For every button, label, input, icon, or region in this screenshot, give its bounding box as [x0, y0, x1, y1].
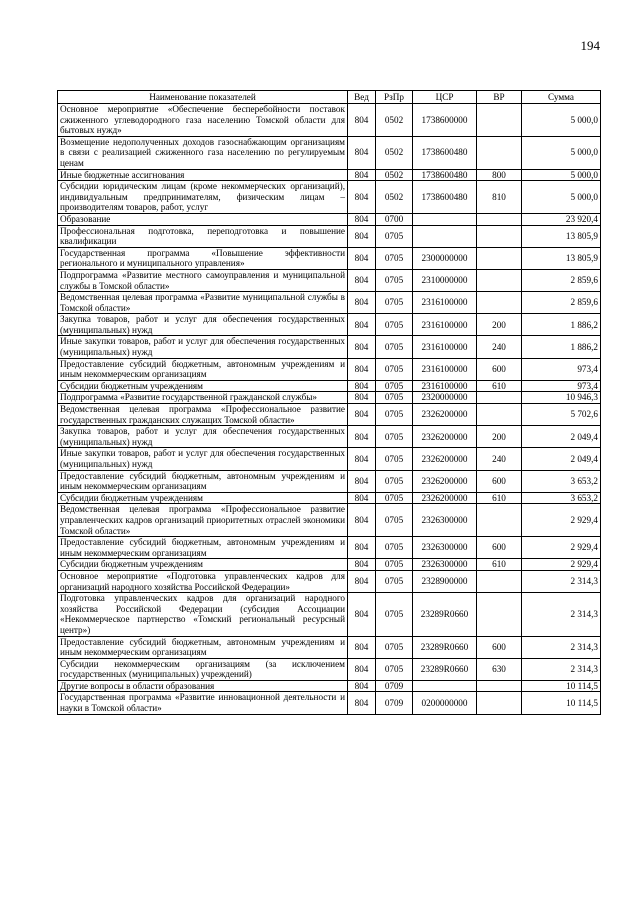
cell-vr	[477, 593, 522, 636]
cell-csr: 1738600480	[413, 169, 477, 181]
cell-vr	[477, 136, 522, 169]
cell-rzpr: 0705	[376, 570, 413, 592]
cell-rzpr: 0705	[376, 492, 413, 504]
cell-ved: 804	[348, 504, 376, 537]
cell-csr: 23289R0660	[413, 658, 477, 680]
cell-rzpr: 0705	[376, 380, 413, 392]
table-row	[58, 292, 601, 314]
cell-vr: 240	[477, 448, 522, 470]
cell-ved: 804	[348, 570, 376, 592]
cell-ved: 804	[348, 470, 376, 492]
cell-sum: 5 000,0	[522, 104, 601, 137]
cell-name: Предоставление субсидий бюджетным, автономным учреждениям и иным некоммерческим организациям	[58, 636, 348, 658]
cell-sum: 5 000,0	[522, 136, 601, 169]
table-row	[58, 570, 601, 592]
table-row	[58, 680, 601, 692]
cell-csr: 2316100000	[413, 314, 477, 336]
cell-sum: 2 314,3	[522, 636, 601, 658]
table-row	[58, 181, 601, 214]
cell-name: Государственная программа «Развитие инновационной деятельности и науки в Томской области»	[58, 692, 348, 714]
cell-csr: 1738600480	[413, 136, 477, 169]
cell-vr	[477, 104, 522, 137]
table-row	[58, 636, 601, 658]
cell-sum: 10 114,5	[522, 680, 601, 692]
cell-rzpr: 0705	[376, 292, 413, 314]
cell-csr: 2316100000	[413, 358, 477, 380]
table-row	[58, 492, 601, 504]
cell-vr: 200	[477, 314, 522, 336]
cell-name: Другие вопросы в области образования	[58, 680, 348, 692]
cell-csr: 1738600480	[413, 181, 477, 214]
cell-vr	[477, 680, 522, 692]
cell-ved: 804	[348, 358, 376, 380]
table-row	[58, 392, 601, 404]
cell-rzpr: 0705	[376, 392, 413, 404]
cell-ved: 804	[348, 492, 376, 504]
cell-sum: 2 314,3	[522, 593, 601, 636]
cell-sum: 1 886,2	[522, 336, 601, 358]
cell-rzpr: 0705	[376, 593, 413, 636]
cell-name: Иные закупки товаров, работ и услуг для обеспечения государственных (муниципальных) нужд	[58, 336, 348, 358]
table-row	[58, 593, 601, 636]
cell-sum: 2 929,4	[522, 504, 601, 537]
cell-ved: 804	[348, 559, 376, 571]
cell-vr	[477, 392, 522, 404]
cell-name: Основное мероприятие «Подготовка управленческих кадров для организаций народного хозяйства Российской Федерации»	[58, 570, 348, 592]
cell-vr: 630	[477, 658, 522, 680]
cell-vr: 600	[477, 537, 522, 559]
cell-rzpr: 0709	[376, 692, 413, 714]
header-csr: ЦСР	[413, 91, 477, 104]
table-row	[58, 448, 601, 470]
cell-vr	[477, 692, 522, 714]
cell-vr	[477, 504, 522, 537]
budget-table	[57, 90, 601, 715]
cell-csr: 2326300000	[413, 504, 477, 537]
cell-ved: 804	[348, 247, 376, 269]
table-row	[58, 426, 601, 448]
cell-sum: 10 114,5	[522, 692, 601, 714]
cell-rzpr: 0705	[376, 658, 413, 680]
cell-sum: 2 859,6	[522, 292, 601, 314]
cell-vr: 800	[477, 169, 522, 181]
cell-vr: 610	[477, 492, 522, 504]
cell-name: Предоставление субсидий бюджетным, автономным учреждениям и иным некоммерческим организациям	[58, 537, 348, 559]
cell-name: Подпрограмма «Развитие местного самоуправления и муниципальной службы в Томской области»	[58, 269, 348, 291]
cell-rzpr: 0502	[376, 136, 413, 169]
cell-csr: 2316100000	[413, 380, 477, 392]
cell-csr: 2326200000	[413, 426, 477, 448]
table-row	[58, 470, 601, 492]
page-number: 194	[580, 38, 600, 53]
table-row	[58, 225, 601, 247]
cell-rzpr: 0502	[376, 181, 413, 214]
cell-sum: 13 805,9	[522, 225, 601, 247]
cell-sum: 2 314,3	[522, 570, 601, 592]
cell-vr: 600	[477, 358, 522, 380]
cell-ved: 804	[348, 692, 376, 714]
cell-ved: 804	[348, 336, 376, 358]
table-row	[58, 314, 601, 336]
cell-csr: 1738600000	[413, 104, 477, 137]
cell-vr	[477, 247, 522, 269]
cell-sum: 2 929,4	[522, 559, 601, 571]
cell-ved: 804	[348, 448, 376, 470]
cell-name: Профессиональная подготовка, переподготовка и повышение квалификации	[58, 225, 348, 247]
cell-ved: 804	[348, 104, 376, 137]
cell-vr: 610	[477, 380, 522, 392]
cell-csr: 2328900000	[413, 570, 477, 592]
cell-ved: 804	[348, 314, 376, 336]
cell-name: Закупка товаров, работ и услуг для обеспечения государственных (муниципальных) нужд	[58, 426, 348, 448]
cell-sum: 973,4	[522, 380, 601, 392]
cell-sum: 2 049,4	[522, 448, 601, 470]
cell-rzpr: 0709	[376, 680, 413, 692]
cell-vr: 600	[477, 470, 522, 492]
cell-vr: 240	[477, 336, 522, 358]
table-row	[58, 336, 601, 358]
cell-rzpr: 0705	[376, 537, 413, 559]
table-row	[58, 658, 601, 680]
header-ved: Вед	[348, 91, 376, 104]
cell-vr	[477, 292, 522, 314]
cell-ved: 804	[348, 225, 376, 247]
cell-rzpr: 0705	[376, 448, 413, 470]
cell-name: Иные закупки товаров, работ и услуг для обеспечения государственных (муниципальных) нужд	[58, 448, 348, 470]
cell-name: Государственная программа «Повышение эффективности регионального и муниципального управления»	[58, 247, 348, 269]
header-rzpr: РзПр	[376, 91, 413, 104]
cell-sum: 13 805,9	[522, 247, 601, 269]
cell-name: Основное мероприятие «Обеспечение бесперебойности поставок сжиженного углеводородного газа населению Томской области для бытовых нужд»	[58, 104, 348, 137]
cell-sum: 5 000,0	[522, 181, 601, 214]
cell-ved: 804	[348, 213, 376, 225]
cell-name: Закупка товаров, работ и услуг для обеспечения государственных (муниципальных) нужд	[58, 314, 348, 336]
cell-vr	[477, 269, 522, 291]
table-row	[58, 404, 601, 426]
cell-name: Субсидии бюджетным учреждениям	[58, 492, 348, 504]
cell-vr: 600	[477, 636, 522, 658]
table-row	[58, 358, 601, 380]
cell-ved: 804	[348, 269, 376, 291]
cell-rzpr: 0700	[376, 213, 413, 225]
cell-name: Предоставление субсидий бюджетным, автономным учреждениям и иным некоммерческим организациям	[58, 358, 348, 380]
cell-csr: 2300000000	[413, 247, 477, 269]
table-row	[58, 104, 601, 137]
cell-rzpr: 0705	[376, 636, 413, 658]
table-row	[58, 169, 601, 181]
cell-name: Предоставление субсидий бюджетным, автономным учреждениям и иным некоммерческим организациям	[58, 470, 348, 492]
cell-vr: 200	[477, 426, 522, 448]
cell-sum: 10 946,3	[522, 392, 601, 404]
table-row	[58, 537, 601, 559]
cell-name: Подпрограмма «Развитие государственной гражданской службы»	[58, 392, 348, 404]
cell-rzpr: 0705	[376, 504, 413, 537]
cell-name: Подготовка управленческих кадров для организаций народного хозяйства Российской Федерации (субсидия Ассоциации «Некоммерческое партнерство «Томский региональный ресурсный центр»)	[58, 593, 348, 636]
cell-ved: 804	[348, 181, 376, 214]
cell-name: Субсидии некоммерческим организациям (за исключением государственных (муниципальных) учреждений)	[58, 658, 348, 680]
header-vr: ВР	[477, 91, 522, 104]
cell-ved: 804	[348, 169, 376, 181]
cell-rzpr: 0502	[376, 169, 413, 181]
cell-rzpr: 0705	[376, 336, 413, 358]
cell-rzpr: 0502	[376, 104, 413, 137]
cell-vr: 610	[477, 559, 522, 571]
cell-vr	[477, 225, 522, 247]
cell-ved: 804	[348, 593, 376, 636]
header-name: Наименование показателей	[58, 91, 348, 104]
header-sum: Сумма	[522, 91, 601, 104]
cell-name: Иные бюджетные ассигнования	[58, 169, 348, 181]
cell-vr	[477, 570, 522, 592]
cell-sum: 973,4	[522, 358, 601, 380]
table-row	[58, 247, 601, 269]
cell-rzpr: 0705	[376, 470, 413, 492]
cell-name: Ведомственная целевая программа «Развитие муниципальной службы в Томской области»	[58, 292, 348, 314]
cell-name: Ведомственная целевая программа «Профессиональное развитие государственных гражданских служащих Томской области»	[58, 404, 348, 426]
cell-csr	[413, 680, 477, 692]
cell-rzpr: 0705	[376, 269, 413, 291]
table-body	[58, 104, 601, 715]
cell-rzpr: 0705	[376, 358, 413, 380]
table-row	[58, 213, 601, 225]
cell-csr: 2326200000	[413, 448, 477, 470]
cell-csr: 2326200000	[413, 470, 477, 492]
cell-csr: 2310000000	[413, 269, 477, 291]
table-row	[58, 136, 601, 169]
cell-csr: 2316100000	[413, 292, 477, 314]
cell-sum: 23 920,4	[522, 213, 601, 225]
table-header-row	[58, 91, 601, 104]
cell-sum: 2 859,6	[522, 269, 601, 291]
cell-ved: 804	[348, 380, 376, 392]
cell-rzpr: 0705	[376, 314, 413, 336]
table-row	[58, 504, 601, 537]
cell-rzpr: 0705	[376, 225, 413, 247]
cell-csr	[413, 213, 477, 225]
cell-ved: 804	[348, 404, 376, 426]
cell-ved: 804	[348, 426, 376, 448]
cell-sum: 1 886,2	[522, 314, 601, 336]
table-row	[58, 692, 601, 714]
cell-vr	[477, 404, 522, 426]
cell-rzpr: 0705	[376, 247, 413, 269]
cell-sum: 3 653,2	[522, 470, 601, 492]
cell-name: Субсидии юридическим лицам (кроме некоммерческих организаций), индивидуальным предпринимателям, физическим лицам – производителям товаров, работ, услуг	[58, 181, 348, 214]
cell-sum: 2 314,3	[522, 658, 601, 680]
cell-ved: 804	[348, 636, 376, 658]
table-row	[58, 559, 601, 571]
cell-csr: 23289R0660	[413, 593, 477, 636]
cell-vr	[477, 213, 522, 225]
cell-csr: 23289R0660	[413, 636, 477, 658]
table-row	[58, 269, 601, 291]
cell-sum: 2 049,4	[522, 426, 601, 448]
cell-ved: 804	[348, 392, 376, 404]
cell-ved: 804	[348, 680, 376, 692]
cell-sum: 2 929,4	[522, 537, 601, 559]
cell-csr: 2326200000	[413, 404, 477, 426]
cell-ved: 804	[348, 537, 376, 559]
cell-csr: 2326200000	[413, 492, 477, 504]
cell-rzpr: 0705	[376, 404, 413, 426]
cell-rzpr: 0705	[376, 559, 413, 571]
cell-name: Образование	[58, 213, 348, 225]
cell-name: Субсидии бюджетным учреждениям	[58, 380, 348, 392]
cell-csr: 2326300000	[413, 559, 477, 571]
table-row	[58, 380, 601, 392]
cell-name: Ведомственная целевая программа «Профессиональное развитие управленческих кадров организаций приоритетных отраслей экономики Томской области»	[58, 504, 348, 537]
cell-name: Возмещение недополученных доходов газоснабжающим организациям в связи с реализацией сжиженного газа населению по регулируемым ценам	[58, 136, 348, 169]
cell-ved: 804	[348, 136, 376, 169]
cell-ved: 804	[348, 292, 376, 314]
cell-csr: 2316100000	[413, 336, 477, 358]
cell-csr: 2320000000	[413, 392, 477, 404]
cell-name: Субсидии бюджетным учреждениям	[58, 559, 348, 571]
cell-sum: 5 702,6	[522, 404, 601, 426]
cell-rzpr: 0705	[376, 426, 413, 448]
cell-csr: 2326300000	[413, 537, 477, 559]
cell-csr	[413, 225, 477, 247]
cell-csr: 0200000000	[413, 692, 477, 714]
cell-ved: 804	[348, 658, 376, 680]
cell-sum: 5 000,0	[522, 169, 601, 181]
cell-sum: 3 653,2	[522, 492, 601, 504]
cell-vr: 810	[477, 181, 522, 214]
